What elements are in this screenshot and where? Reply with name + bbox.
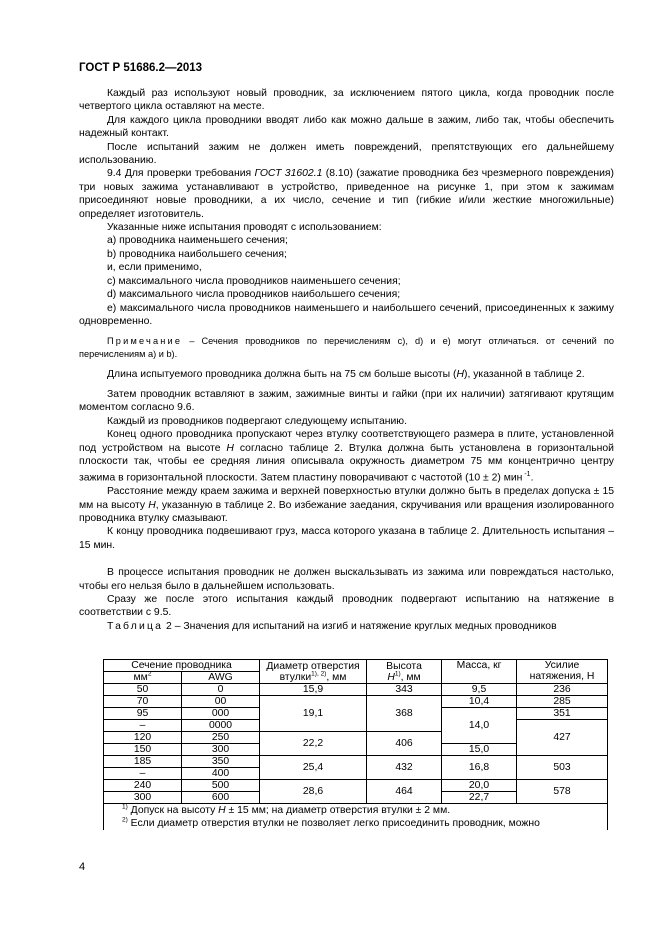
table-row: [104, 756, 608, 768]
table-header-row: [104, 660, 608, 672]
list-item: а) проводника наименьшего сечения;: [107, 235, 288, 247]
header-force: Усилие натяжения, Н: [517, 660, 608, 684]
cell-mm2: 150: [104, 744, 182, 756]
footnote-1: $^{1)}$ Допуск на высоту Н ± 15 мм; на диаметр отверстия втулки ± 2 мм.: [122, 803, 451, 816]
table-2: [103, 659, 608, 830]
paragraph: Затем проводник вставляют в зажим, зажимные винты и гайки (при их наличии) затягивают крутящим моментом согласно 9.6.: [79, 388, 614, 414]
cell-mm2: –: [104, 768, 182, 780]
cell-force: 285: [517, 696, 608, 708]
cell-height: 406: [367, 732, 442, 756]
cell-mm2: 120: [104, 732, 182, 744]
cell-diameter: 22,2: [260, 732, 367, 756]
footnotes-cell: [104, 804, 608, 831]
cell-mass: 15,0: [442, 744, 517, 756]
paragraph: К концу проводника подвешивают груз, масса которого указана в таблице 2. Длительность испытания – 15 мин.: [79, 526, 614, 551]
cell-mass: 9,5: [442, 684, 517, 696]
table-row: [104, 696, 608, 708]
cell-height: 368: [367, 696, 442, 732]
note-label: Примечание: [107, 336, 183, 347]
paragraph: Для каждого цикла проводники вводят либо как можно дальше в зажим, либо так, чтобы обеспечить надежный контакт.: [79, 114, 614, 140]
cell-mass: 14,0: [442, 708, 517, 744]
cell-mm2: 240: [104, 780, 182, 792]
cell-awg: 0: [182, 684, 260, 696]
document-body: [79, 87, 614, 633]
document-header: ГОСТ Р 51686.2—2013: [79, 62, 203, 74]
paragraph: Конец одного проводника пропускают через втулку соответствующего размера в плите, установленной под устройством на высоте Н согласно таблице 2. Втулка должна быть установлена в горизонтальной плоскости так, чтобы ее средняя линия описывала окружность диаметром 75 мм концентрично центру зажима в горизонтальной плоскости. Затем пластину поворачивают с частотой (10 ± 2) мин $^{-1}$.: [79, 429, 614, 484]
cell-awg: 250: [182, 732, 260, 744]
header-mm2: $мм^2$: [104, 672, 182, 684]
list-item: b) проводника наибольшего сечения;: [107, 248, 287, 260]
paragraph: Длина испытуемого проводника должна быть на 75 см больше высоты (Н), указанной в таблице 2.: [107, 368, 585, 380]
cell-awg: 00: [182, 696, 260, 708]
paragraph: Расстояние между краем зажима и верхней поверхностью втулки должно быть в пределах допуска ± 15 мм на высоту Н, указанную в таблице 2. Во избежание заедания, скручивания или вращения изолированного проводника втулку смазывают.: [79, 486, 614, 525]
cell-height: 464: [367, 780, 442, 804]
page-number: 4: [79, 861, 86, 873]
list-item: и, если применимо,: [107, 262, 202, 274]
cell-mm2: 95: [104, 708, 182, 720]
table-title: Таблица 2 – Значения для испытаний на изгиб и натяжение круглых медных проводников: [107, 620, 557, 632]
header-diameter: Диаметр отверстия втулки$^{1), 2)}$, мм: [260, 660, 367, 684]
cell-awg: 350: [182, 756, 260, 768]
cell-mass: 16,8: [442, 756, 517, 780]
cell-mm2: 50: [104, 684, 182, 696]
list-item: с) максимального числа проводников наименьшего сечения;: [107, 275, 401, 287]
cell-mm2: 70: [104, 696, 182, 708]
cell-diameter: 25,4: [260, 756, 367, 780]
list-item: е) максимального числа проводников наименьшего и наибольшего сечений, присоединенных к зажиму одновременно.: [79, 302, 614, 327]
cell-force: 351: [517, 708, 608, 720]
cell-awg: 300: [182, 744, 260, 756]
footnote-2: $^{2)}$ Если диаметр отверстия втулки не позволяет легко присоединить проводник, можно: [122, 816, 540, 829]
paragraph-9-4: 9.4 Для проверки требования ГОСТ 31602.1 (8.10) (зажатие проводника без чрезмерного повреждения) три новых зажима устанавливают в устройство, приведенное на рисунке 1, при этом к зажимам присоединяют новые проводники, а их число, сечение и тип (гибкие и/или жесткие многожильные) определяет изготовитель.: [79, 168, 615, 220]
cell-height: 432: [367, 756, 442, 780]
paragraph: После испытаний зажим не должен иметь повреждений, препятствующих его дальнейшему использованию.: [79, 141, 614, 167]
header-awg: AWG: [182, 672, 260, 684]
note: Примечание – Сечения проводников по перечислениям с), d) и е) могут отличаться. от сечений по перечислениям а) и b).: [79, 336, 614, 359]
cell-force: 503: [517, 756, 608, 780]
cell-mass: 20,0: [442, 780, 517, 792]
cell-force: 236: [517, 684, 608, 696]
cell-mm2: –: [104, 720, 182, 732]
cell-mm2: 300: [104, 792, 182, 804]
cell-awg: 000: [182, 708, 260, 720]
table-row: [104, 684, 608, 696]
paragraph: Каждый из проводников подвергают следующему испытанию.: [107, 415, 407, 427]
cell-height: 343: [367, 684, 442, 696]
header-height: Высота $Н^{1)}$, мм: [367, 660, 442, 684]
cell-diameter: 15,9: [260, 684, 367, 696]
cell-diameter: 19,1: [260, 696, 367, 732]
paragraph: В процессе испытания проводник не должен выскальзывать из зажима или повреждаться настолько, чтобы его нельзя было в дальнейшем использовать.: [79, 567, 614, 592]
cell-awg: 500: [182, 780, 260, 792]
cell-diameter: 28,6: [260, 780, 367, 804]
cell-awg: 600: [182, 792, 260, 804]
cell-mass: 22,7: [442, 792, 517, 804]
paragraph: Указанные ниже испытания проводят с использованием:: [107, 222, 382, 234]
cell-awg: 0000: [182, 720, 260, 732]
list-item: d) максимального числа проводников наибольшего сечения;: [107, 289, 401, 301]
cell-force: 578: [517, 780, 608, 804]
header-mass: Масса, кг: [442, 660, 517, 684]
paragraph: Каждый раз используют новый проводник, за исключением пятого цикла, когда проводник после четвертого цикла оставляют на месте.: [79, 88, 614, 113]
cell-awg: 400: [182, 768, 260, 780]
paragraph: Сразу же после этого испытания каждый проводник подвергают испытанию на натяжение в соответствии с 9.5.: [79, 594, 614, 619]
table-footnotes: [104, 804, 608, 831]
cell-force: 427: [517, 720, 608, 756]
header-section: Сечение проводника: [104, 660, 260, 672]
table-row: [104, 780, 608, 792]
cell-mass: 10,4: [442, 696, 517, 708]
cell-mm2: 185: [104, 756, 182, 768]
standard-reference: ГОСТ 31602.1: [254, 168, 323, 180]
